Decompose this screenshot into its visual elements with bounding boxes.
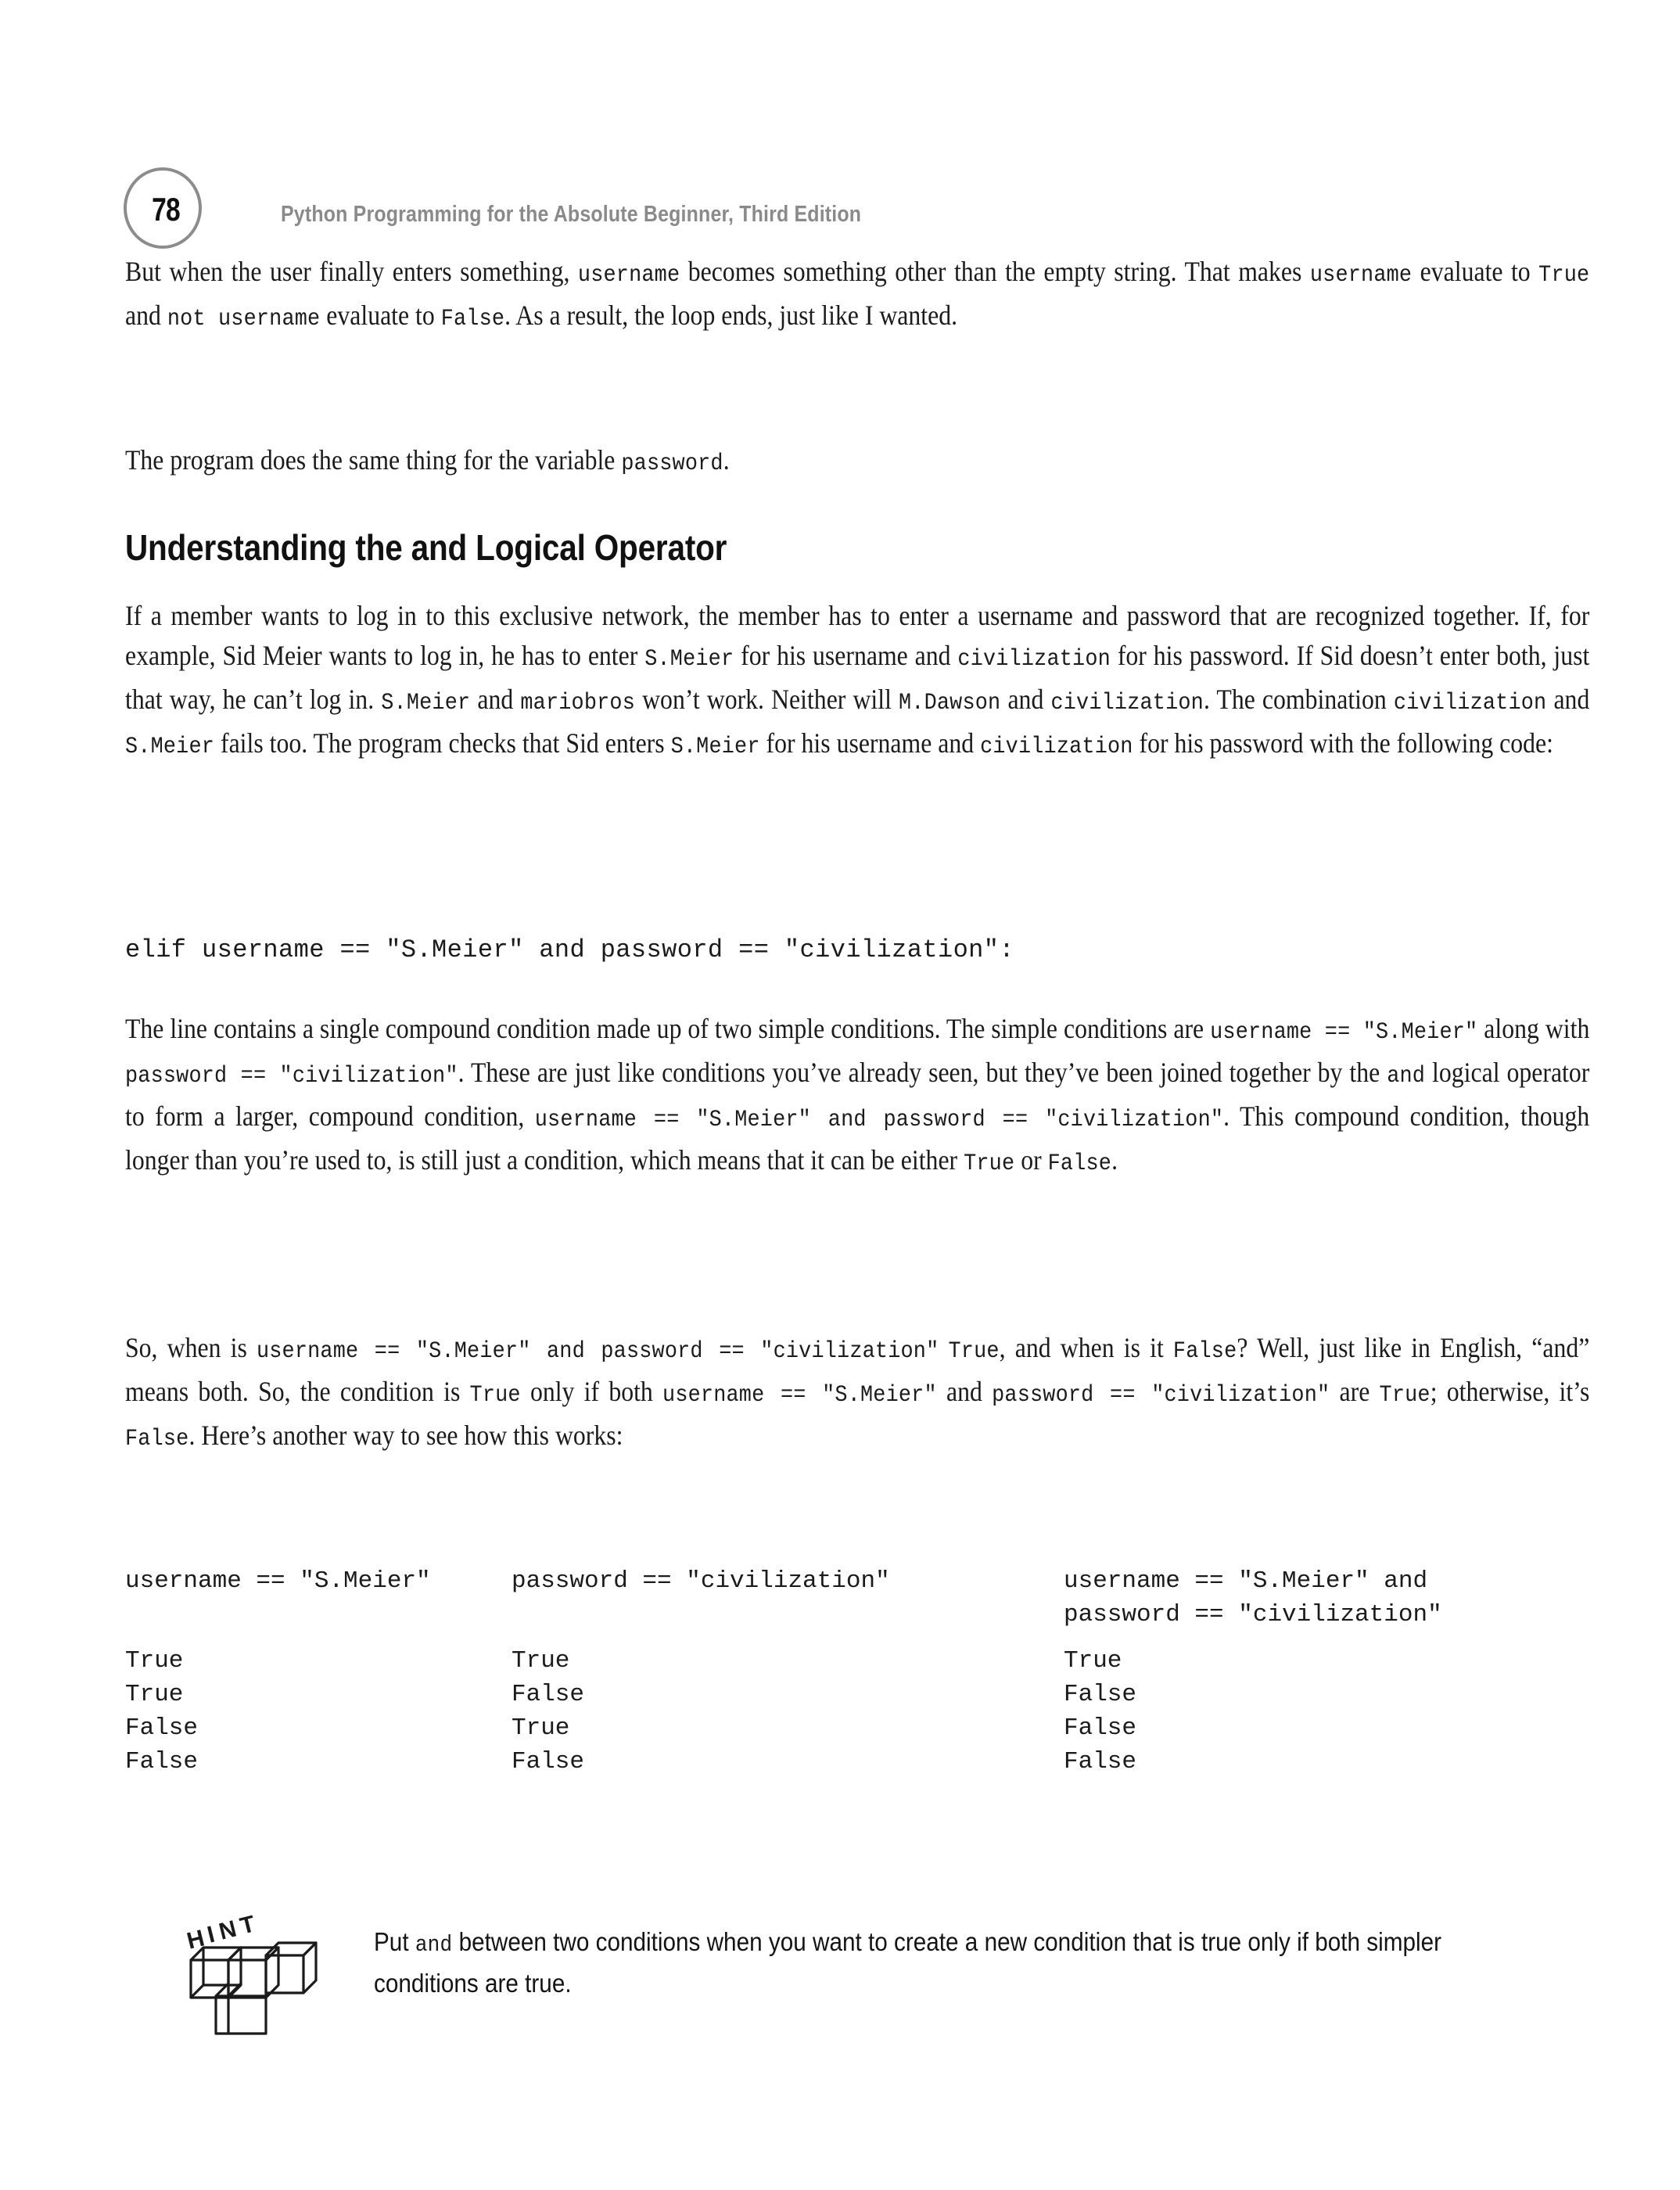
- p4-text-4: logical operator to form a larger, compound condition,: [125, 1057, 1590, 1132]
- paragraph-3: [125, 596, 1589, 767]
- p5-code-true-1: True: [948, 1338, 1000, 1365]
- p3-text-6: and: [1000, 684, 1051, 715]
- p4-text-6: or: [1014, 1144, 1048, 1176]
- paragraph-3-container: [125, 596, 1589, 767]
- p1-code-username-2: username: [1309, 262, 1413, 289]
- hint-code-and: and: [415, 1932, 453, 1958]
- p1-text-1: But when the user finally enters something,: [125, 256, 578, 287]
- p3-text-8: and: [1546, 684, 1590, 715]
- p3-text-11: for his password with the following code:: [1133, 727, 1553, 759]
- hint-label-n: N: [216, 1915, 242, 1945]
- hint-label-t: T: [237, 1910, 260, 1940]
- p4-text-1: The line contains a single compound condition made up of two simple conditions. The simple conditions are: [125, 1013, 1211, 1044]
- page-number-oval: [124, 167, 202, 249]
- p1-code-not-username: not username: [167, 306, 321, 332]
- p4-code-cond-1: username == "S.Meier": [1210, 1019, 1478, 1046]
- table-row: [125, 1644, 1611, 1678]
- p2-code-password: password: [621, 451, 723, 477]
- p3-text-1: If a member wants to log in to this exclusive network, the member has to enter a username and password that are recognized together. If, for example, Sid Meier wants to log in, he has to enter: [125, 600, 1590, 671]
- truth-r4-c3: False: [1064, 1748, 1137, 1775]
- p3-text-2: for his username and: [734, 640, 958, 671]
- paragraph-1-container: [125, 252, 1589, 339]
- paragraph-4: [125, 1009, 1589, 1184]
- page-number: 78: [152, 191, 180, 228]
- p1-text-3: evaluate to: [1412, 256, 1539, 287]
- p3-text-3: for his password. If Sid doesn’t enter both, just that way, he can’t log in.: [125, 640, 1590, 715]
- table-row: [125, 1711, 1611, 1745]
- truth-table-gap: [125, 1632, 1611, 1644]
- p1-text-2: becomes something other than the empty string. That makes: [680, 256, 1310, 287]
- p3-code-smeier-3: S.Meier: [125, 734, 215, 760]
- section-heading-container: [125, 526, 1589, 569]
- p4-text-5: . This compound condition, though longer than you’re used to, is still just a condition, which means that it can be either: [125, 1100, 1590, 1176]
- running-title: Python Programming for the Absolute Beginner, Third Edition: [281, 202, 862, 227]
- truth-r4-c2: False: [512, 1748, 585, 1775]
- p4-text-7: .: [1111, 1144, 1118, 1176]
- p3-code-mdawson: M.Dawson: [899, 690, 1001, 716]
- p4-code-true: True: [964, 1151, 1015, 1177]
- p5-text-7: are: [1330, 1376, 1380, 1407]
- p5-text-9: . Here’s another way to see how this works:: [188, 1420, 623, 1451]
- truth-r3-c3: False: [1064, 1714, 1137, 1742]
- truth-r2-c1: True: [125, 1681, 184, 1708]
- paragraph-5: [125, 1328, 1589, 1459]
- truth-r3-c1: False: [125, 1714, 199, 1742]
- paragraph-2-container: [125, 440, 1589, 484]
- p1-text-6: . As a result, the loop ends, just like I wanted.: [504, 300, 958, 331]
- p4-code-cond-2: password == "civilization": [125, 1063, 458, 1090]
- p5-text-8: ; otherwise, it’s: [1430, 1376, 1590, 1407]
- p5-code-cond-2: password == "civilization": [992, 1382, 1330, 1409]
- hint-label-i: I: [204, 1921, 220, 1948]
- p5-text-1: So, when is: [125, 1332, 257, 1363]
- truth-r2-c3: False: [1064, 1681, 1137, 1708]
- hint-box: [125, 1901, 1596, 2057]
- paragraph-2: [125, 440, 1589, 484]
- truth-r4-c1: False: [125, 1748, 199, 1775]
- p3-text-4: and: [470, 684, 521, 715]
- table-row: [125, 1678, 1611, 1711]
- paragraph-1: [125, 252, 1589, 339]
- truth-header-col2: password == "civilization": [512, 1567, 890, 1595]
- truth-header-col3-line1: username == "S.Meier" and: [1064, 1567, 1428, 1595]
- p3-code-smeier-4: S.Meier: [670, 734, 760, 760]
- hint-label-h: H: [184, 1924, 210, 1955]
- p4-code-compound: username == "S.Meier" and password == "civilization": [534, 1107, 1224, 1133]
- p4-text-2: along with: [1477, 1013, 1590, 1044]
- p4-code-and: and: [1387, 1063, 1426, 1090]
- p3-code-smeier-1: S.Meier: [644, 646, 734, 673]
- p2-text-2: .: [723, 444, 730, 476]
- hint-text-1: Put: [374, 1927, 415, 1956]
- truth-table: [125, 1564, 1611, 1779]
- p1-code-false: False: [440, 306, 505, 332]
- p5-code-compound-1: username == "S.Meier" and password == "civilization": [256, 1338, 939, 1365]
- p4-code-false: False: [1047, 1151, 1112, 1177]
- p5-text-5: only if both: [520, 1376, 663, 1407]
- paragraph-5-container: [125, 1328, 1589, 1459]
- p1-text-4: and: [125, 300, 167, 331]
- p2-text-1: The program does the same thing for the variable: [125, 444, 622, 476]
- truth-r1-c1: True: [125, 1647, 184, 1675]
- section-heading: Understanding the and Logical Operator: [125, 527, 727, 568]
- paragraph-4-container: [125, 1009, 1589, 1184]
- p5-code-true-2: True: [469, 1382, 521, 1409]
- p1-code-true: True: [1538, 262, 1590, 289]
- p3-text-7: . The combination: [1203, 684, 1394, 715]
- p5-code-false-1: False: [1172, 1338, 1237, 1365]
- truth-r3-c2: True: [512, 1714, 570, 1742]
- p3-text-10: for his username and: [759, 727, 981, 759]
- truth-table-header-row-cont: [125, 1598, 1611, 1632]
- running-head: [0, 86, 1680, 228]
- p5-code-true-3: True: [1379, 1382, 1431, 1409]
- p5-code-false-2: False: [125, 1426, 189, 1452]
- truth-header-col1: username == "S.Meier": [125, 1567, 431, 1595]
- p5-text-4: ? Well, just like in English, “and” means both. So, the condition is: [125, 1332, 1590, 1407]
- hint-text: [374, 1923, 1472, 2002]
- truth-r2-c2: False: [512, 1681, 585, 1708]
- p3-code-mariobros: mariobros: [520, 690, 636, 716]
- p5-code-cond-1: username == "S.Meier": [662, 1382, 937, 1409]
- p3-code-civilization-1: civilization: [957, 646, 1111, 673]
- p3-code-smeier-2: S.Meier: [381, 690, 471, 716]
- hint-blocks-icon: [180, 1908, 336, 2045]
- code-block-container: [125, 935, 1589, 964]
- truth-r1-c2: True: [512, 1647, 570, 1675]
- p3-code-civilization-2: civilization: [1050, 690, 1204, 716]
- p3-text-9: fails too. The program checks that Sid enters: [214, 727, 671, 759]
- p1-text-5: evaluate to: [320, 300, 441, 331]
- code-block: elif username == "S.Meier" and password == "civilization":: [125, 935, 1014, 964]
- p3-code-civilization-3: civilization: [1393, 690, 1547, 716]
- hint-text-2: between two conditions when you want to create a new condition that is true only if both simpler conditions are true.: [374, 1927, 1441, 1998]
- table-row: [125, 1745, 1611, 1779]
- p4-text-3: . These are just like conditions you’ve already seen, but they’ve been joined together by the: [458, 1057, 1387, 1088]
- p5-text-3: , and when is it: [999, 1332, 1173, 1363]
- p3-code-civilization-4: civilization: [980, 734, 1133, 760]
- p3-text-5: won’t work. Neither will: [635, 684, 899, 715]
- p5-text-2: [939, 1332, 948, 1363]
- truth-table-header-row: [125, 1564, 1611, 1598]
- p1-code-username-1: username: [577, 262, 680, 289]
- truth-header-col3-line2: password == "civilization": [1064, 1601, 1442, 1628]
- p5-text-6: and: [936, 1376, 993, 1407]
- truth-r1-c3: True: [1064, 1647, 1122, 1675]
